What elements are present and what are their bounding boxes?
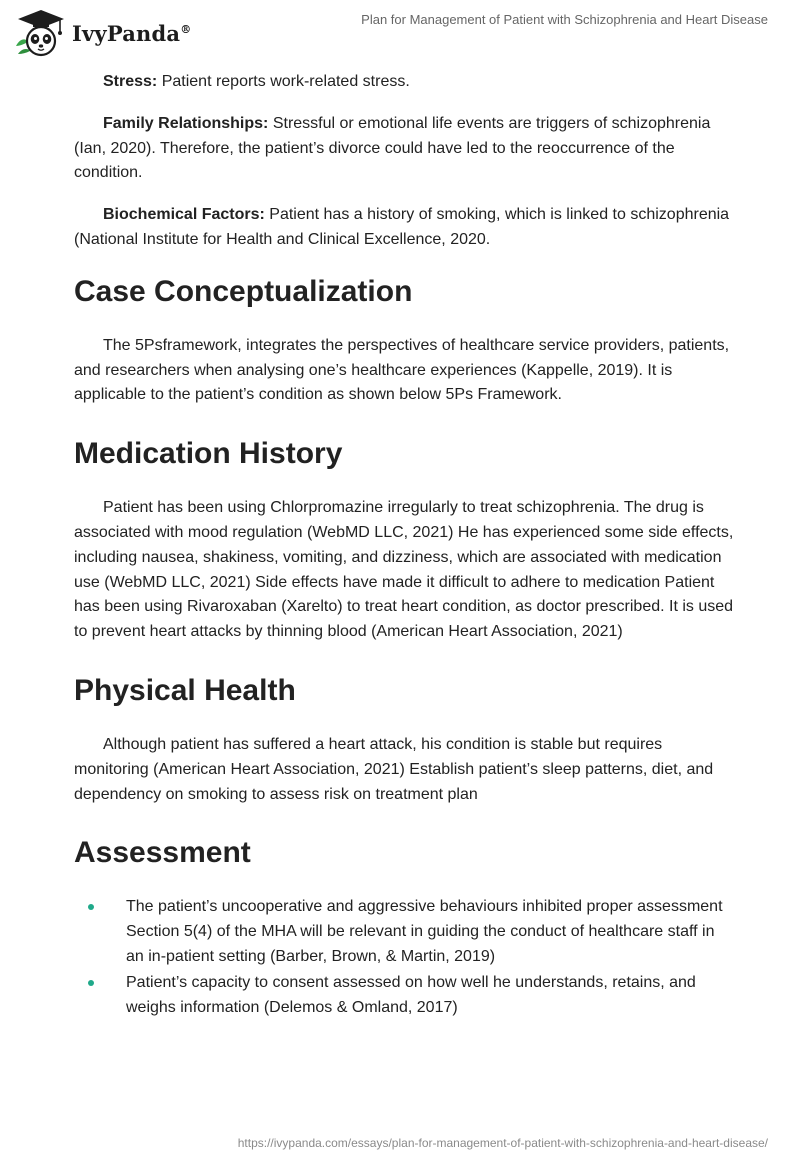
intro-block <box>74 70 734 253</box>
section-medication-history <box>74 436 734 645</box>
section-heading: Physical Health <box>74 673 296 707</box>
ivypanda-logo[interactable] <box>14 8 191 58</box>
paragraph <box>74 203 734 253</box>
document-title: Plan for Management of Patient with Schizophrenia and Heart Disease <box>361 12 768 27</box>
section-physical-health <box>74 673 734 807</box>
factor-label: Stress: <box>103 73 158 90</box>
factor-text: Stressful or emotional life events are triggers of schizophrenia (Ian, 2020). Therefore, the patient’s divorce could have led to the reoccurrence of the condition. <box>74 114 711 182</box>
factor-text: Patient reports work-related stress. <box>157 73 410 90</box>
logo-text: IvyPanda <box>72 20 181 46</box>
essay-body <box>74 70 734 1020</box>
panda-graduate-icon <box>14 8 68 58</box>
factor-label: Biochemical Factors: <box>103 206 265 224</box>
list-item-text: Patient’s capacity to consent assessed on how well he understands, retains, and weighs information (Delemos & Omland, 2017) <box>126 973 696 1016</box>
paragraph: Although patient has suffered a heart attack, his condition is stable but requires monitoring (American Heart Association, 2021) Establish patient’s sleep patterns, diet, and dependency on smoking to assess risk on treatment plan <box>74 735 714 803</box>
page-header <box>0 0 800 60</box>
section-heading: Assessment <box>74 836 251 870</box>
registered-mark: ® <box>180 22 192 36</box>
assessment-list <box>74 895 734 1020</box>
list-item <box>74 895 734 969</box>
factor-text: Patient has a history of smoking, which is linked to schizophrenia (National Institute for Health and Clinical Excellence, 2020. <box>74 206 730 248</box>
bullet-icon <box>88 980 94 986</box>
section-assessment <box>74 835 734 1020</box>
list-item <box>74 971 734 1021</box>
source-url[interactable]: https://ivypanda.com/essays/plan-for-management-of-patient-with-schizophrenia-and-heart-disease/ <box>237 1136 768 1150</box>
paragraph <box>74 112 734 186</box>
factor-label: Family Relationships: <box>103 114 269 132</box>
paragraph <box>74 70 734 95</box>
paragraph: Patient has been using Chlorpromazine irregularly to treat schizophrenia. The drug is associated with mood regulation (WebMD LLC, 2021) He has experienced some side effects, including nausea, shakiness, vomiting, and dizziness, which are associated with medication use (WebMD LLC, 2021) Side effects have made it difficult to adhere to medication Patient has been using Rivaroxaban (Xarelto) to treat heart condition, as doctor prescribed. It is used to prevent heart attacks by thinning blood (American Heart Association, 2021) <box>74 499 734 641</box>
section-case-conceptualization <box>74 274 734 408</box>
section-heading: Medication History <box>74 437 343 471</box>
list-item-text: The patient’s uncooperative and aggressive behaviours inhibited proper assessment Section 5(4) of the MHA will be relevant in guiding the conduct of healthcare staff in an in-patient setting (Barber, Brown, & Martin, 2019) <box>126 898 723 965</box>
bullet-icon <box>88 904 94 910</box>
paragraph: The 5Psframework, integrates the perspectives of healthcare service providers, patients, and researchers when analysing one’s healthcare experiences (Kappelle, 2019). It is applicable to the patient’s condition as shown below 5Ps Framework. <box>74 336 730 404</box>
section-heading: Case Conceptualization <box>74 274 413 308</box>
